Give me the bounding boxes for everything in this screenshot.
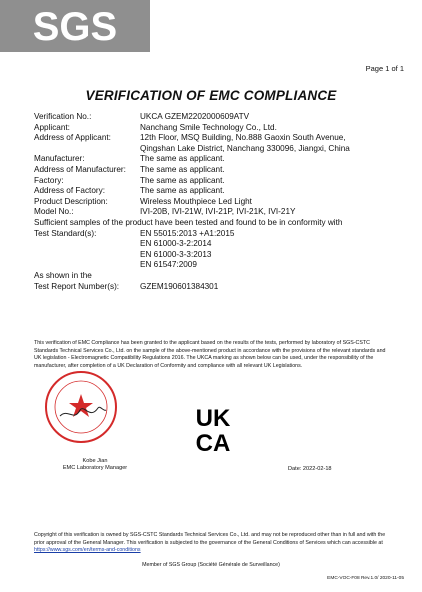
signer-role: EMC Laboratory Manager	[62, 465, 128, 471]
field-label: Address of Manufacturer:	[34, 164, 126, 174]
field-value: The same as applicant.	[140, 175, 225, 185]
terms-link[interactable]: https://www.sgs.com/en/terms-and-conditions	[34, 547, 141, 554]
field-row-address-factory	[34, 186, 404, 197]
svg-text:CA: CA	[195, 430, 231, 455]
field-value: Nanchang Smile Technology Co., Ltd.	[140, 122, 277, 132]
standard-item: EN 61000-3-3:2013	[140, 249, 212, 259]
field-label: Model No.:	[34, 207, 74, 217]
field-row-verification	[34, 112, 404, 123]
member-line: Member of SGS Group (Société Générale de Surveillance)	[142, 562, 280, 568]
company-seal-stamp	[44, 370, 118, 444]
report-row	[34, 282, 404, 293]
field-value: IVI-20B, IVI-21W, IVI-21P, IVI-21K, IVI-21Y	[140, 207, 296, 217]
document-title: VERIFICATION OF EMC COMPLIANCE	[85, 88, 337, 103]
field-value: The same as applicant.	[140, 154, 225, 164]
copyright-text: Copyright of this verification is owned by SGS-CSTC Standards Technical Services Co., Ltd. and may not be reproduced other than in full and with the prior approval of the General Manager. This verification is subjected to the governance of the General Conditions of Services which can accessible at	[34, 532, 386, 546]
field-row-address-manufacturer	[34, 165, 404, 176]
signer-name: Kobe Jian	[82, 458, 108, 464]
standards-row	[34, 229, 404, 240]
standard-item: EN 61000-3-2:2014	[140, 239, 212, 249]
field-row-factory	[34, 176, 404, 187]
page-number: Page 1 of 1	[365, 64, 404, 73]
field-label: Address of Factory:	[34, 186, 105, 196]
field-label: Verification No.:	[34, 112, 92, 121]
issue-date: Date: 2022-02-18	[288, 466, 332, 472]
field-row-address-applicant	[34, 133, 404, 144]
conformity-statement: Sufficient samples of the product have been tested and found to be in conformity with	[34, 217, 343, 227]
field-label: Manufacturer:	[34, 154, 85, 164]
field-row-applicant	[34, 123, 404, 134]
field-row-model	[34, 207, 404, 218]
report-number: GZEM190601384301	[140, 281, 219, 291]
field-value: Qingshan Lake District, Nanchang 330096, Jiangxi, China	[140, 143, 350, 153]
standard-item: EN 55015:2013 +A1:2015	[140, 228, 235, 238]
standards-label: Test Standard(s):	[34, 228, 97, 238]
ukca-mark	[188, 403, 238, 455]
signer-block	[50, 458, 140, 472]
compliance-note: This verification of EMC Compliance has been granted to the applicant based on the results of the tests, performed by laboratory of SGS-CSTC Standards Technical Services Co., Ltd. on the sample of the above-mentioned product in accordance with the provisions of the relevant standards and UK legislation - Electromagnetic Compatibility Regulations 2016. The UKCA marking as shown below can be used, under the responsibility of the manufacturer, after completion of a UK Declaration of Conformity and compliance with all relevant UK Legislations.	[34, 340, 386, 369]
field-value: The same as applicant.	[140, 186, 225, 196]
field-value: 12th Floor, MSQ Building, No.888 Gaoxin South Avenue,	[140, 133, 346, 143]
field-row-product	[34, 197, 404, 208]
field-value: The same as applicant.	[140, 164, 225, 174]
svg-text:SGS: SGS	[32, 5, 118, 49]
svg-text:UK: UK	[195, 405, 231, 432]
copyright-footer	[34, 532, 392, 555]
details-block	[34, 112, 404, 292]
document-reference: EMC-VOC-F08 Rev.1.0/ 2020-11-05	[327, 576, 404, 581]
field-label: Applicant:	[34, 122, 70, 132]
field-value: UKCA GZEM2202000609ATV	[140, 112, 250, 121]
field-value: Wireless Mouthpiece Led Light	[140, 196, 252, 206]
field-label: Address of Applicant:	[34, 133, 111, 143]
standard-item: EN 61547:2009	[140, 260, 197, 270]
field-row-address-applicant-cont	[34, 144, 404, 155]
sgs-logo	[0, 0, 150, 52]
field-label	[34, 144, 140, 155]
report-label: Test Report Number(s):	[34, 281, 120, 291]
field-label: Product Description:	[34, 196, 108, 206]
field-label: Factory:	[34, 175, 64, 185]
shown-in-text: As shown in the	[34, 270, 92, 280]
field-row-manufacturer	[34, 154, 404, 165]
